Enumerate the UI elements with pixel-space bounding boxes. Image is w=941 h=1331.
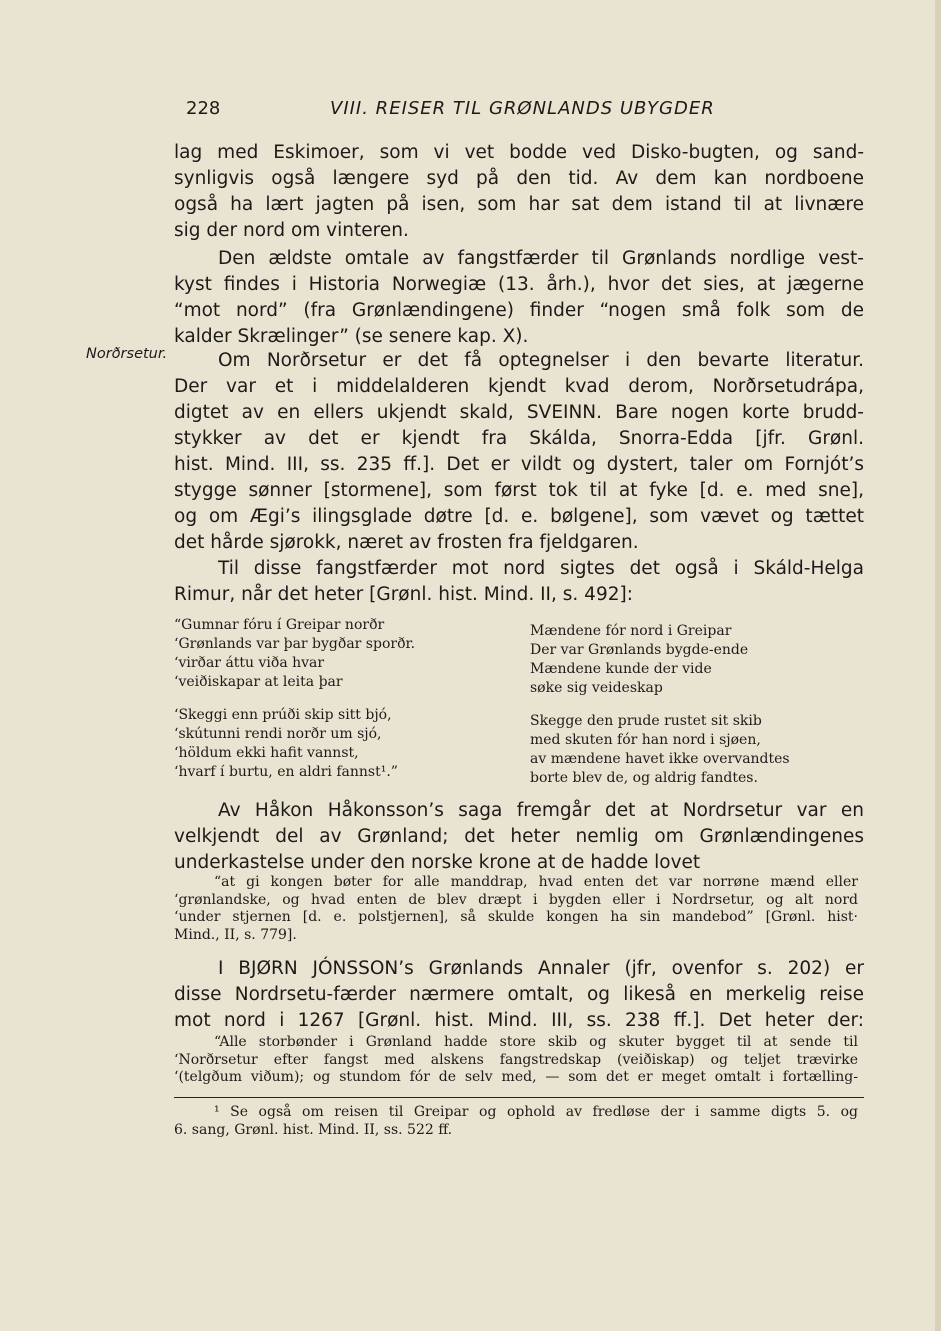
text-line: Rimur, når det heter [Grønl. hist. Mind. II, s. 492]: [174, 584, 633, 605]
verse-line: av mændene havet ikke overvandtes [530, 751, 790, 767]
footnote-divider [174, 1097, 864, 1098]
text-line: også ha lært jagten på isen, som har sat dem istand til at livnære [174, 194, 864, 215]
text-line: lag med Eskimoer, som vi vet bodde ved Disko-bugten, og sand- [174, 142, 864, 163]
footnote-line: 6. sang, Grønl. hist. Mind. II, ss. 522 ff. [174, 1121, 453, 1138]
verse-line: “Gumnar fóru í Greipar norðr [174, 617, 385, 633]
poem-old-norse-stanza-2 [174, 706, 398, 782]
text-line: Der var et i middelalderen kjendt kvad derom, Norðrsetudrápa, [174, 376, 864, 397]
verse-line: borte blev de, og aldrig fandtes. [530, 770, 758, 786]
text-line: sig der nord om vinteren. [174, 220, 409, 241]
text-line: synligvis også længere syd på den tid. Av dem kan nordboene [174, 168, 864, 189]
verse-line: Mændene fór nord i Greipar [530, 623, 732, 639]
text-line: hist. Mind. III, ss. 235 ff.]. Det er vildt og dystert, taler om Fornjót’s [174, 454, 864, 475]
paragraph-5 [174, 798, 864, 876]
quote-line: “Alle storbønder i Grønland hadde store skib og skuter bygget til at sende til [214, 1034, 858, 1050]
verse-line: ‘hvarf í burtu, en aldri fannst¹.” [174, 764, 398, 780]
running-title: VIII. REISER TIL GRØNLANDS UBYGDER [330, 98, 715, 119]
verse-line: ‘veiðiskapar at leita þar [174, 674, 343, 690]
text-line: stykker av det er kjendt fra Skálda, Snorra-Edda [jfr. Grønl. [174, 428, 864, 449]
paragraph-6 [174, 956, 864, 1034]
verse-line: Der var Grønlands bygde-ende [530, 642, 749, 658]
verse-line: ‘skútunni rendi norðr um sjó, [174, 726, 382, 742]
paragraph-3 [174, 348, 864, 556]
text-line: Til disse fangstfærder mot nord sigtes det også i Skáld-Helga [218, 558, 864, 579]
quote-line: ‘under stjernen [d. e. polstjernen], så skulde kongen ha sin mandebod” [Grønl. hist· [174, 909, 858, 925]
verse-line: ‘höldum ekki hafit vannst, [174, 745, 359, 761]
quote-line: Mind., II, s. 779]. [174, 926, 297, 943]
verse-line: Skegge den prude rustet sit skib [530, 713, 762, 729]
text-line: mot nord i 1267 [Grønl. hist. Mind. III, ss. 238 ff.]. Det heter der: [174, 1010, 864, 1031]
footnote-line: ¹ Se også om reisen til Greipar og ophold av fredløse der i samme digts 5. og [214, 1104, 858, 1120]
paragraph-1 [174, 140, 864, 244]
poem-translation-stanza-1 [530, 622, 748, 698]
verse-line: ‘virðar áttu viða hvar [174, 655, 325, 671]
text-line: digtet av en ellers ukjendt skald, SVEINN. Bare nogen korte brudd- [174, 402, 864, 423]
page-edge-shadow [935, 0, 941, 1331]
text-line: kyst findes i Historia Norwegiæ (13. årh.), hvor det sies, at jægerne [174, 274, 864, 295]
text-line: Om Norðrsetur er det få optegnelser i den bevarte literatur. [218, 350, 864, 371]
text-line: underkastelse under den norske krone at de hadde lovet [174, 852, 701, 873]
text-line: I BJØRN JÓNSSON’s Grønlands Annaler (jfr, ovenfor s. 202) er [218, 958, 864, 979]
poem-old-norse-stanza-1 [174, 616, 415, 692]
text-line: “mot nord” (fra Grønlændingene) finder “nogen små folk som de [174, 300, 864, 321]
page-number: 228 [186, 98, 221, 119]
footnote [174, 1104, 858, 1139]
block-quote-2 [174, 1034, 858, 1087]
text-line: kalder Skrælinger” (se senere kap. X). [174, 326, 529, 347]
paragraph-2 [174, 246, 864, 350]
text-line: velkjendt del av Grønland; det heter nemlig om Grønlændingenes [174, 826, 864, 847]
quote-line: ‘grønlandske, og hvad enten de blev dræpt i bygden eller i Nordrsetur, og alt nord [174, 891, 858, 908]
verse-line: ‘Skeggi enn prúði skip sitt bjó, [174, 707, 392, 723]
margin-note: Norðrsetur. [86, 346, 168, 362]
verse-line: Mændene kunde der vide [530, 661, 712, 677]
verse-line: med skuten fór han nord i sjøen, [530, 732, 761, 748]
poem-translation-stanza-2 [530, 712, 790, 788]
block-quote-1 [174, 874, 858, 944]
verse-line: søke sig veideskap [530, 680, 663, 696]
text-line: Den ældste omtale av fangstfærder til Grønlands nordlige vest- [218, 248, 864, 269]
paragraph-4 [174, 556, 864, 608]
text-line: disse Nordrsetu-færder nærmere omtalt, og likeså en merkelig reise [174, 984, 864, 1005]
quote-line: ‘Norðrsetur efter fangst med alskens fangstredskap (veiðiskap) og teljet trævirke [174, 1051, 858, 1068]
text-line: det hårde sjørokk, næret av frosten fra fjeldgaren. [174, 532, 639, 553]
verse-line: ‘Grønlands var þar bygðar sporðr. [174, 636, 416, 652]
text-line: stygge sønner [stormene], som først tok til at fyke [d. e. med sne], [174, 480, 864, 501]
quote-line: ‘(telgðum viðum); og stundom fór de selv med, — som det er meget omtalt i fortælling- [174, 1069, 858, 1085]
text-line: Av Håkon Håkonsson’s saga fremgår det at Nordrsetur var en [218, 800, 864, 821]
text-line: og om Ægi’s ilingsglade døtre [d. e. bølgene], som vævet og tættet [174, 506, 864, 527]
quote-line: “at gi kongen bøter for alle manddrap, hvad enten det var norrøne mænd eller [214, 874, 858, 890]
